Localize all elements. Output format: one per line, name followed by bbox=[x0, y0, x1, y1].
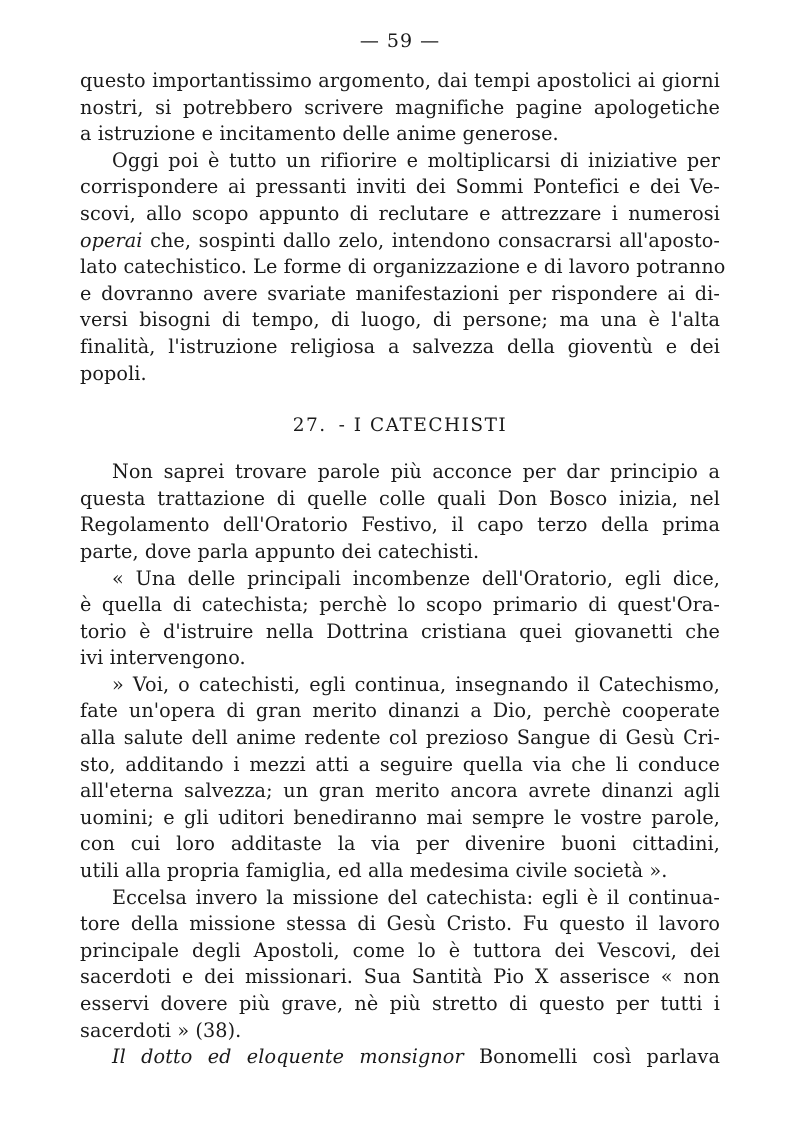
text-line: utili alla propria famiglia, ed alla medesima civile società ». bbox=[80, 859, 668, 883]
paragraph-continuation bbox=[80, 68, 720, 148]
text-line: ivi intervengono. bbox=[80, 646, 246, 670]
text-line: sto, additando i mezzi atti a seguire quella via che li conduce bbox=[80, 752, 720, 776]
paragraph-quote-1 bbox=[80, 566, 720, 672]
paragraph-oggi bbox=[80, 148, 726, 387]
text-line: tore della missione stessa di Gesù Cristo. Fu questo il lavoro bbox=[80, 912, 720, 936]
text-line: Regolamento dell'Oratorio Festivo, il capo terzo della prima bbox=[80, 513, 720, 537]
section-title: - I CATECHISTI bbox=[338, 415, 508, 437]
paragraph-quote-2 bbox=[80, 672, 720, 885]
italic-phrase: Il dotto ed eloquente monsignor bbox=[112, 1045, 464, 1069]
text-line: uomini; e gli uditori benediranno mai sempre le vostre parole, bbox=[80, 805, 720, 829]
text-line: è quella di catechista; perchè lo scopo primario di quest'Ora- bbox=[80, 593, 720, 617]
text-line: sacerdoti e dei missionari. Sua Santità Pio X asserisce « non bbox=[80, 965, 720, 989]
text-line: fate un'opera di gran merito dinanzi a Dio, perchè cooperate bbox=[80, 699, 720, 723]
text-line: all'eterna salvezza; un gran merito ancora avrete dinanzi agli bbox=[80, 779, 720, 803]
text-line: e dovranno avere svariate manifestazioni per rispondere ai di- bbox=[80, 281, 720, 305]
text-line: lato catechistico. Le forme di organizzazione e di lavoro potranno bbox=[80, 255, 726, 279]
text-line: scovi, allo scopo appunto di reclutare e attrezzare i numerosi bbox=[80, 201, 720, 225]
text-line: con cui loro additaste la via per divenire buoni cittadini, bbox=[80, 832, 720, 856]
text-line: finalità, l'istruzione religiosa a salvezza della gioventù e dei bbox=[80, 334, 720, 358]
text-line: popoli. bbox=[80, 361, 147, 385]
paragraph-bonomelli bbox=[80, 1044, 720, 1071]
text-line: a istruzione e incitamento delle anime generose. bbox=[80, 122, 559, 146]
paragraph-non-saprei bbox=[80, 459, 720, 565]
text-line: questa trattazione di quelle colle quali Don Bosco inizia, nel bbox=[80, 486, 720, 510]
text-line: principale degli Apostoli, come lo è tuttora dei Vescovi, dei bbox=[80, 938, 720, 962]
text-line-with-italic bbox=[80, 228, 720, 255]
page-number: — 59 — bbox=[359, 30, 441, 52]
text-line: nostri, si potrebbero scrivere magnifiche pagine apologetiche bbox=[80, 95, 720, 119]
text-line: « Una delle principali incombenze dell'Oratorio, egli dice, bbox=[112, 566, 720, 590]
paragraph-eccelsa bbox=[80, 885, 720, 1045]
text-line-rest: che, sospinti dallo zelo, intendono consacrarsi all'aposto- bbox=[142, 228, 720, 252]
text-line: Non saprei trovare parole più acconce per dar principio a bbox=[112, 460, 720, 484]
section-number: 27. bbox=[292, 415, 327, 437]
text-line: versi bisogni di tempo, di luogo, di persone; ma una è l'alta bbox=[80, 308, 720, 332]
section-heading bbox=[80, 413, 720, 439]
text-line: torio è d'istruire nella Dottrina cristiana quei giovanetti che bbox=[80, 619, 720, 643]
text-line: Eccelsa invero la missione del catechista: egli è il continua- bbox=[112, 885, 720, 909]
text-line: Oggi poi è tutto un rifiorire e moltiplicarsi di iniziative per bbox=[112, 148, 720, 172]
text-line-with-italic bbox=[80, 1044, 720, 1071]
text-line: sacerdoti » (38). bbox=[80, 1018, 242, 1042]
text-line: alla salute dell anime redente col prezioso Sangue di Gesù Cri- bbox=[80, 726, 720, 750]
italic-word: operai bbox=[80, 228, 143, 252]
text-line-rest: Bonomelli così parlava bbox=[478, 1045, 721, 1069]
text-line: questo importantissimo argomento, dai tempi apostolici ai giorni bbox=[80, 69, 720, 92]
text-line: parte, dove parla appunto dei catechisti. bbox=[80, 539, 480, 563]
document-page bbox=[80, 28, 726, 1071]
text-line: esservi dovere più grave, nè più stretto di questo per tutti i bbox=[80, 992, 720, 1015]
text-line: corrispondere ai pressanti inviti dei Sommi Pontefici e dei Ve- bbox=[80, 175, 720, 199]
text-line: » Voi, o catechisti, egli continua, insegnando il Catechismo, bbox=[112, 672, 720, 696]
